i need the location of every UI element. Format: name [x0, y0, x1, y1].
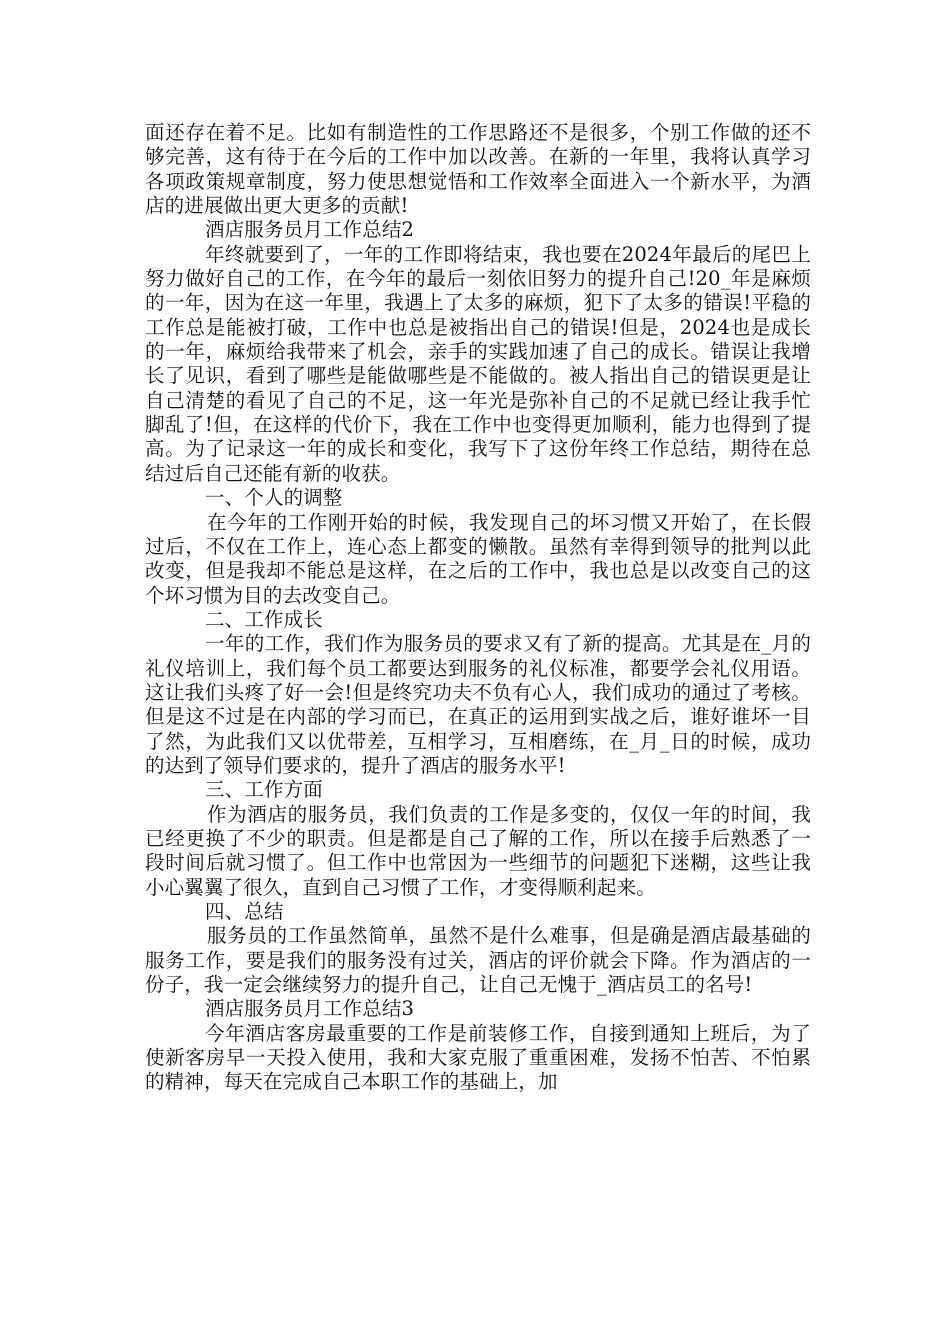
paragraph-personal-adjustment: 在今年的工作刚开始的时候，我发现自己的坏习惯又开始了，在长假过后，不仅在工作上，连心态上都变的懒散。虽然有幸得到领导的批判以此改变，但是我却不能总是这样，在之后的工作中，我也总是以改变自己的这个坏习惯为目的去改变自己。 [145, 510, 811, 607]
paragraph-work-aspects: 作为酒店的服务员，我们负责的工作是多变的，仅仅一年的时间，我已经更换了不少的职责。但是都是自己了解的工作，所以在接手后熟悉了一段时间后就习惯了。但工作中也常因为一些细节的问题犯下迷糊，这些让我小心翼翼了很久，直到自己习惯了工作，才变得顺利起来。 [145, 802, 811, 899]
section-title-summary-2: 酒店服务员月工作总结2 [205, 218, 415, 242]
heading-personal-adjustment: 一、个人的调整 [205, 486, 343, 510]
paragraph-work-growth: 一年的工作，我们作为服务员的要求又有了新的提高。尤其是在_月的礼仪培训上，我们每个员工都要达到服务的礼仪标准，都要学会礼仪用语。这让我们头疼了好一会!但是终究功夫不负有心人，我们成功的通过了考核。但是这不过是在内部的学习而已，在真正的运用到实战之后，谁好谁坏一目了然，为此我们又以优带差，互相学习，互相磨练，在_月_日的时候，成功的达到了领导们要求的，提升了酒店的服务水平! [145, 632, 811, 777]
document-body [145, 121, 811, 1095]
paragraph-continued: 面还存在着不足。比如有制造性的工作思路还不是很多，个别工作做的还不够完善，这有待于在今后的工作中加以改善。在新的一年里，我将认真学习各项政策规章制度，努力使思想觉悟和工作效率全面进入一个新水平，为酒店的进展做出更大更多的贡献! [145, 121, 811, 218]
paragraph-renovation: 今年酒店客房最重要的工作是前装修工作，自接到通知上班后，为了使新客房早一天投入使用，我和大家克服了重重困难，发扬不怕苦、不怕累的精神，每天在完成自己本职工作的基础上，加 [145, 1021, 811, 1094]
paragraph-intro: 年终就要到了，一年的工作即将结束，我也要在2024年最后的尾巴上努力做好自己的工作，在今年的最后一刻依旧努力的提升自己!20_年是麻烦的一年，因为在这一年里，我遇上了太多的麻烦，犯下了太多的错误!平稳的工作总是能被打破，工作中也总是被指出自己的错误!但是，2024也是成长的一年，麻烦给我带来了机会，亲手的实践加速了自己的成长。错误让我增长了见识，看到了哪些是能做哪些是不能做的。被人指出自己的错误更是让自己清楚的看见了自己的不足，这一年光是弥补自己的不足就已经让我手忙脚乱了!但，在这样的代价下，我在工作中也变得更加顺利，能力也得到了提高。为了记录这一年的成长和变化，我写下了这份年终工作总结，期待在总结过后自己还能有新的收获。 [145, 242, 811, 485]
heading-work-aspects: 三、工作方面 [205, 778, 323, 802]
heading-work-growth: 二、工作成长 [205, 607, 323, 631]
paragraph-conclusion: 服务员的工作虽然简单，虽然不是什么难事，但是确是酒店最基础的服务工作，要是我们的服务没有过关，酒店的评价就会下降。作为酒店的一份子，我一定会继续努力的提升自己，让自己无愧于_酒店员工的名号! [145, 924, 811, 997]
section-title-summary-3: 酒店服务员月工作总结3 [205, 997, 415, 1021]
heading-conclusion: 四、总结 [205, 900, 284, 923]
